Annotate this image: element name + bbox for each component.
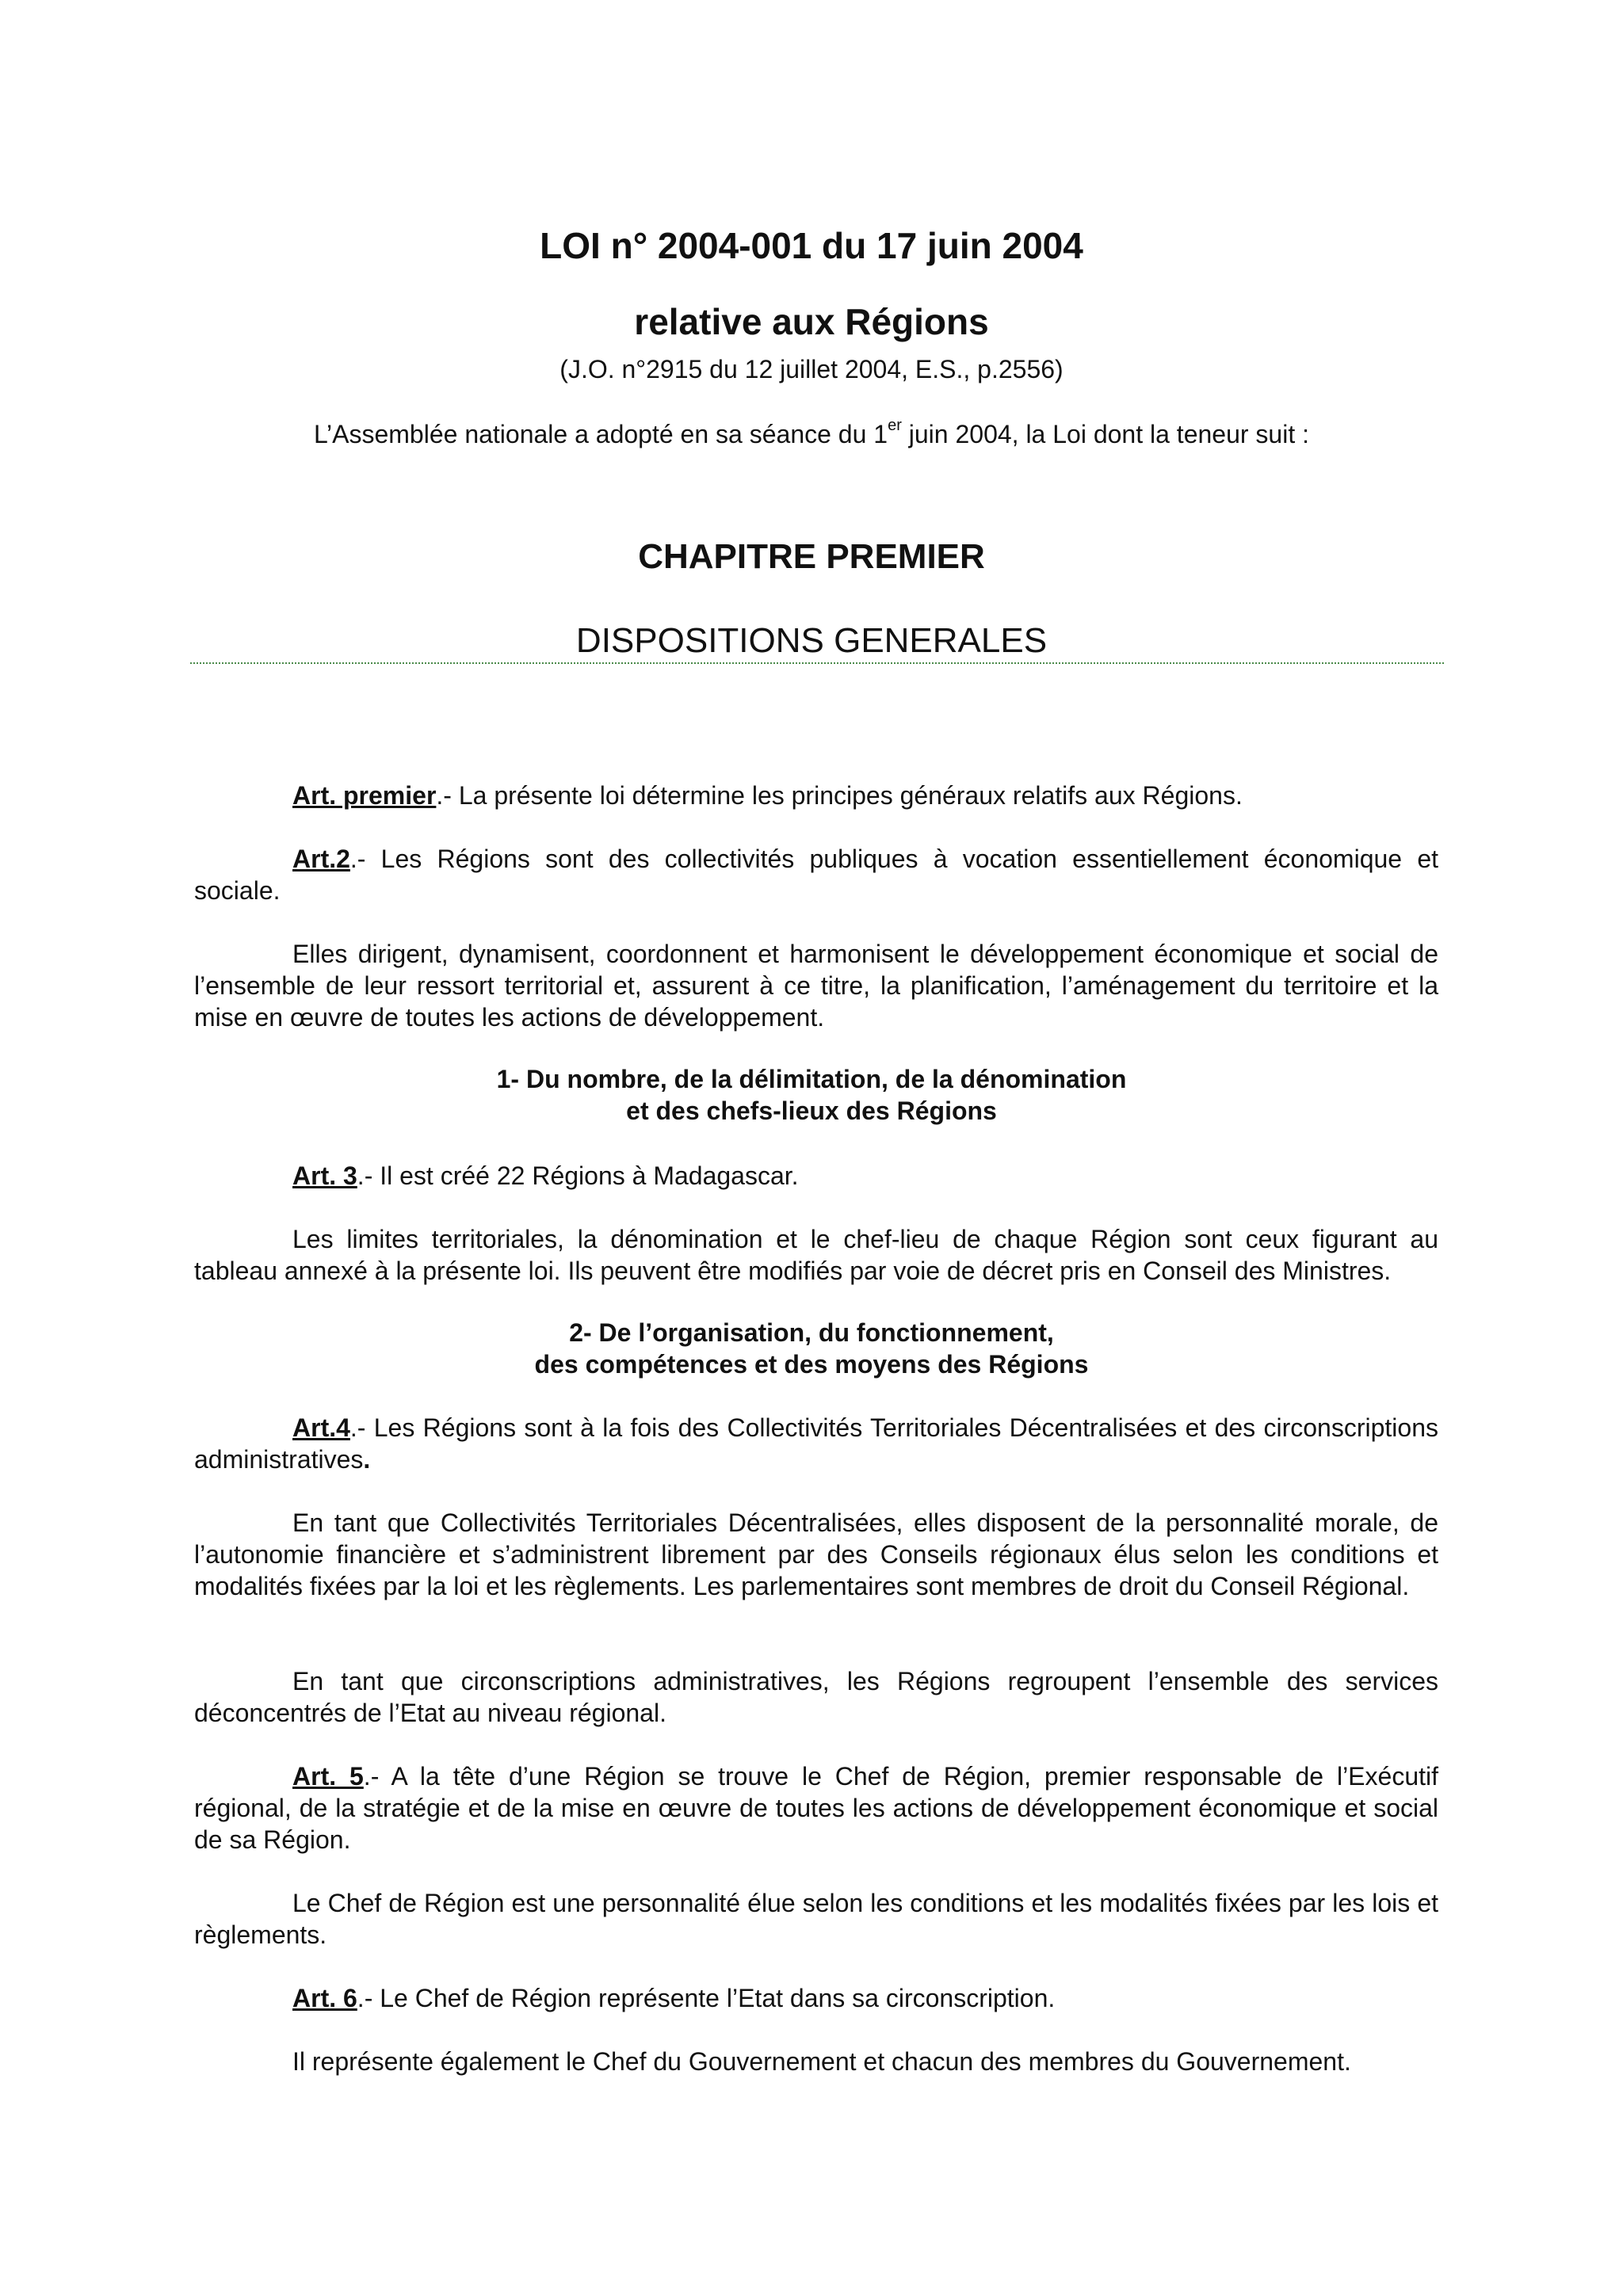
article-2-paragraph-2: Elles dirigent, dynamisent, coordonnent et harmonisent le développement économique et social de l’ensemble de leur ressort territorial et, assurent à ce titre, la planification, l’aménagement du territoire et la mise en œuvre de toutes les actions de développement. — [194, 940, 1438, 1032]
article-4-paragraph-3: En tant que circonscriptions administratives, les Régions regroupent l’ensemble des services déconcentrés de l’Etat au niveau régional. — [194, 1667, 1438, 1727]
article-2-text: .- Les Régions sont des collectivités publiques à vocation essentiellement économique et sociale. — [194, 845, 1438, 905]
article-4-text: .- Les Régions sont à la fois des Collectivités Territoriales Décentralisées et des circonscriptions administratives — [194, 1413, 1438, 1474]
preamble-part-b: juin 2004, la Loi dont la teneur suit : — [901, 420, 1309, 448]
section-2-heading-line-1: 2- De l’organisation, du fonctionnement, — [569, 1318, 1054, 1347]
preamble-superscript: er — [888, 417, 902, 434]
article-6-label: Art. 6 — [292, 1984, 357, 2012]
article-6-paragraph-2: Il représente également le Chef du Gouvernement et chacun des membres du Gouvernement. — [292, 2047, 1351, 2076]
article-6-text: .- Le Chef de Région représente l’Etat dans sa circonscription. — [357, 1984, 1056, 2012]
section-1-heading-line-1: 1- Du nombre, de la délimitation, de la dénomination — [496, 1065, 1127, 1093]
law-subtitle: relative aux Régions — [634, 301, 989, 342]
article-2-label: Art.2 — [292, 845, 350, 873]
section-2-heading-line-2: des compétences et des moyens des Régions — [534, 1350, 1089, 1379]
article-4 — [194, 1412, 1438, 1475]
article-3 — [194, 1160, 1438, 1192]
article-4-paragraph-2: En tant que Collectivités Territoriales Décentralisées, elles disposent de la personnalité morale, de l’autonomie financière et s’administrent librement par des Conseils régionaux élus selon les conditions et modalités fixées par la loi et les règlements. Les parlementaires sont membres de droit du Conseil Régional. — [194, 1508, 1438, 1600]
article-3-label: Art. 3 — [292, 1161, 357, 1190]
section-1-heading-line-2: et des chefs-lieux des Régions — [626, 1097, 997, 1125]
article-5-paragraph-2: Le Chef de Région est une personnalité élue selon les conditions et les modalités fixées par les lois et règlements. — [194, 1889, 1438, 1949]
article-5-label: Art. 5 — [292, 1762, 364, 1791]
preamble — [0, 418, 1623, 450]
article-1-text: .- La présente loi détermine les principes généraux relatifs aux Régions. — [436, 781, 1243, 810]
chapter-title: CHAPITRE PREMIER — [638, 537, 985, 576]
article-3-text: .- Il est créé 22 Régions à Madagascar. — [357, 1161, 799, 1190]
chapter-divider — [190, 662, 1444, 664]
article-6 — [194, 1982, 1438, 2014]
article-3-paragraph-2: Les limites territoriales, la dénomination et le chef-lieu de chaque Région sont ceux figurant au tableau annexé à la présente loi. Ils peuvent être modifiés par voie de décret pris en Conseil des Ministres. — [194, 1225, 1438, 1285]
chapter-subtitle: DISPOSITIONS GENERALES — [575, 621, 1048, 660]
article-4-end: . — [363, 1445, 371, 1474]
preamble-part-a: L’Assemblée nationale a adopté en sa séance du 1 — [313, 420, 888, 448]
article-5-text: .- A la tête d’une Région se trouve le Chef de Région, premier responsable de l’Exécutif régional, de la stratégie et de la mise en œuvre de toutes les actions de développement économique et social de sa Région. — [194, 1762, 1439, 1854]
article-1 — [194, 780, 1438, 811]
official-journal-reference: (J.O. n°2915 du 12 juillet 2004, E.S., p.2556) — [559, 355, 1064, 383]
article-5 — [194, 1760, 1438, 1855]
article-4-label: Art.4 — [292, 1413, 350, 1442]
law-title: LOI n° 2004-001 du 17 juin 2004 — [540, 225, 1083, 266]
article-1-label: Art. premier — [292, 781, 437, 810]
article-2 — [194, 843, 1438, 906]
